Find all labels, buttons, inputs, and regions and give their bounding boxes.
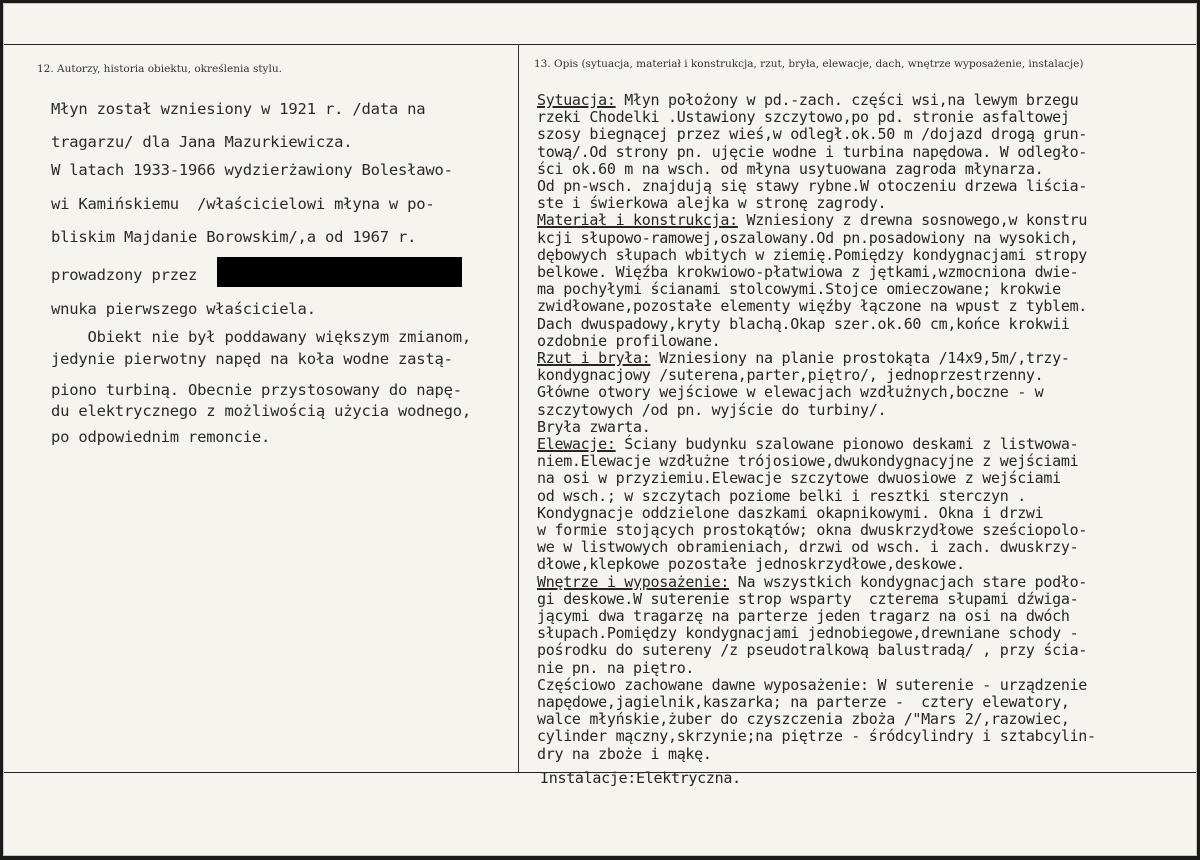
section-13-line: belkowe. Więźba krokwiowo-płatwiowa z jętkami,wzmocniona dwie- xyxy=(537,263,1079,281)
section-12-line: wi Kamińskiemu /właścicielowi młyna w po- xyxy=(51,195,435,213)
section-12-line: piono turbiną. Obecnie przystosowany do napę- xyxy=(51,381,462,399)
document-card xyxy=(3,3,1197,856)
section-12-line: wnuka pierwszego właściciela. xyxy=(51,300,316,318)
section-13-line: w formie stojących prostokątów; okna dwuskrzydłowe sześciopolo- xyxy=(537,521,1088,539)
section-13-line: dębowych słupach wbitych w ziemię.Pomiędzy kondygnacjami stropy xyxy=(537,245,1088,264)
section-12-line: prowadzony przez xyxy=(51,266,198,284)
section-13-line: kcji słupowo-ramowej,oszalowany.Od pn.posadowiony na wysokich, xyxy=(537,228,1079,247)
section-13-line: rzeki Chodelki .Ustawiony szczytowo,po pd. stronie asfaltowej xyxy=(537,108,1070,127)
section-13-header: 13. Opis (sytuacja, materiał i konstrukcja, rzut, bryła, elewacje, dach, wnętrze wyposażenie, instalacje) xyxy=(534,58,1084,70)
section-12-line: Obiekt nie był poddawany większym zmianom, xyxy=(51,328,472,346)
section-13-line: Wnętrze i wyposażenie: Na wszystkich kondygnacjach stare podło- xyxy=(537,572,1088,591)
section-13-line: ma pochyłymi ścianami stolcowymi.Stojce omieczowane; krokwie xyxy=(537,280,1061,299)
section-13-line: niem.Elewacje wzdłużne trójosiowe,dwukondygnacyjne z wejściami xyxy=(537,452,1079,471)
section-13-line: napędowe,jagielnik,kaszarka; na parterze - cztery elewatory, xyxy=(537,693,1070,711)
section-13-line: kondygnacjowy /suterena,parter,piętro/, jednoprzestrzenny. xyxy=(537,366,1044,385)
section-13-line: jącymi dwa tragarzę na parterze jeden tragarz na osi na dwóch xyxy=(537,607,1070,625)
section-12-line: po odpowiednim remoncie. xyxy=(51,428,271,446)
section-13-line: zwidłowane,pozostałe elementy więźby łączone na wpust z tyblem. xyxy=(537,297,1088,316)
section-13-line: Materiał i konstrukcja: Wzniesiony z drewna sosnowego,w konstru xyxy=(537,211,1088,230)
section-13-line: Główne otwory wejściowe w elewacjach wzdłużnych,boczne - w xyxy=(537,383,1044,402)
section-13-line: Rzut i bryła: Wzniesiony na planie prostokąta /14x9,5m/,trzy- xyxy=(537,349,1070,367)
section-13-line: Sytuacja: Młyn położony w pd.-zach. części wsi,na lewym brzegu xyxy=(537,91,1079,109)
section-13-line: dłowe,klepkowe pozostałe jednoskrzydłowe,deskowe. xyxy=(537,555,965,574)
section-13-line: Dach dwuspadowy,kryty blachą.Okap szer.ok.60 cm,końce krokwii xyxy=(537,314,1070,333)
section-12-line: jedynie pierwotny napęd na koła wodne zastą- xyxy=(51,350,453,368)
section-13-line: ste i świerkowa alejka w stronę zagrody. xyxy=(537,194,887,213)
section-12-line: tragarzu/ dla Jana Mazurkiewicza. xyxy=(51,133,353,151)
section-13-line: Kondygnacje oddzielone daszkami okapnikowymi. Okna i drzwi xyxy=(537,503,1044,522)
section-13-line: Od pn-wsch. znajdują się stawy rybne.W otoczeniu drzewa liścia- xyxy=(537,177,1088,195)
section-12-line: W latach 1933-1966 wydzierżawiony Bolesławo- xyxy=(51,161,453,179)
section-13-line: Bryła zwarta. xyxy=(537,417,651,436)
top-rule xyxy=(4,44,1196,45)
section-13-line: cylinder mączny,skrzynie;na piętrze - śródcylindry i sztabcylin- xyxy=(537,727,1096,746)
section-13-line: nie pn. na piętro. xyxy=(537,658,695,677)
section-13-line: ści ok.60 m na wsch. od młyna usytuowana zagroda młynarza. xyxy=(537,159,1044,178)
section-13-line: na osi w przyziemiu.Elewacje szczytowe dwuosiowe z wejściami xyxy=(537,469,1061,488)
section-13-line: ozdobnie profilowane. xyxy=(537,331,721,350)
section-13-line: szczytowych /od pn. wyjście do turbiny/. xyxy=(537,400,887,419)
section-13-line: walce młyńskie,żuber do czyszczenia zboża /"Mars 2/,razowiec, xyxy=(537,710,1070,729)
section-12-header: 12. Autorzy, historia obiektu, określenia stylu. xyxy=(37,63,282,75)
section-13-line: tową/.Od strony pn. ujęcie wodne i turbina napędowa. W odległo- xyxy=(537,142,1088,161)
section-13-line: od wsch.; w szczytach poziome belki i resztki sterczyn . xyxy=(537,486,1026,505)
section-13-line: gi deskowe.W suterenie strop wsparty czterema słupami dźwiga- xyxy=(537,589,1079,608)
section-13-line: pośrodku do sutereny /z pseudotralkową balustradą/ , przy ścia- xyxy=(537,641,1088,660)
section-13-line: dry na zboże i mąkę. xyxy=(537,744,712,763)
section-13-line: we w listwowych obramieniach, drzwi od wsch. i zach. dwuskrzy- xyxy=(537,538,1079,557)
section-13-line: Częściowo zachowane dawne wyposażenie: W suterenie - urządzenie xyxy=(537,675,1088,694)
column-divider xyxy=(518,44,519,772)
section-13-line: Elewacje: Ściany budynku szalowane pionowo deskami z listwowa- xyxy=(537,435,1079,453)
redaction-bar xyxy=(217,257,462,287)
section-13-line: szosy biegnącej przez wieś,w odległ.ok.50 m /dojazd drogą grun- xyxy=(537,125,1088,144)
section-13-line: słupach.Pomiędzy kondygnacjami jednobiegowe,drewniane schody - xyxy=(537,624,1079,643)
installations-line: Instalacje:Elektryczna. xyxy=(540,769,741,787)
section-12-line: du elektrycznego z możliwością użycia wodnego, xyxy=(51,402,472,420)
section-12-line: Młyn został wzniesiony w 1921 r. /data na xyxy=(51,100,426,118)
section-12-line: bliskim Majdanie Borowskim/,a od 1967 r. xyxy=(51,228,417,246)
